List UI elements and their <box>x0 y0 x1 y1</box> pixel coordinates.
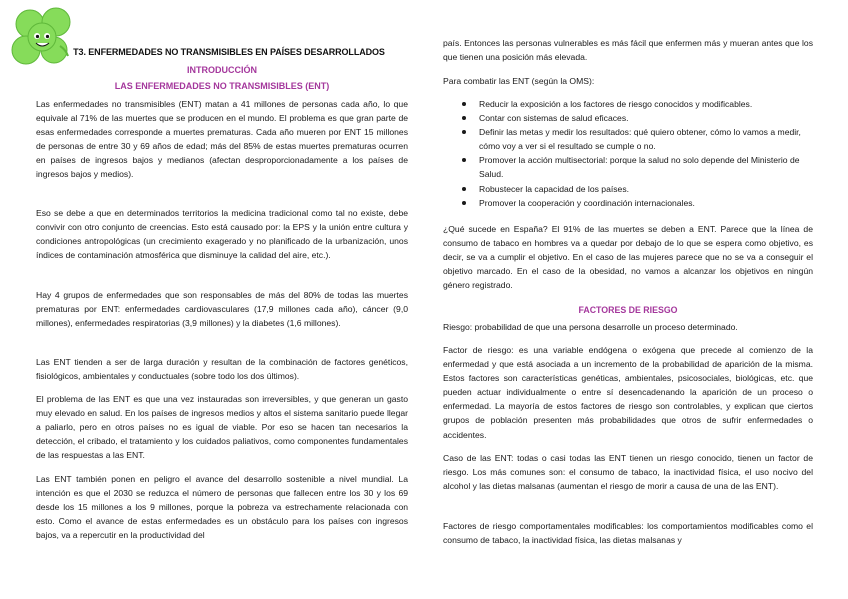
paragraph: Eso se debe a que en determinados territorios la medicina tradicional como tal no existe, debe convivir con otro conjunto de creencias. Esto está causado por: la EPS y la unión entre cultura y condiciones antropológicas (un crecimiento exagerado y no planificado de la urbanización, unos índices de contaminación atmosférica que disminuye la calidad del aire, etc.). <box>36 208 408 261</box>
page-title: T3. ENFERMEDADES NO TRANSMISIBLES EN PAÍSES DESARROLLADOS <box>73 47 385 57</box>
paragraph: Las enfermedades no transmisibles (ENT) matan a 41 millones de personas cada año, lo que equivale al 71% de las muertes que se producen en el mundo. El problema es que gran parte de esas enfermedades corresponde a muertes prematuras. Cada año mueren por ENT 15 millones de personas de entre 30 y 69 años de edad; más del 85% de estas muertes prematuras ocurren en países de ingresos bajos y medianos (afectan desproporcionadamente a los países de ingresos bajos y medios). <box>36 99 408 180</box>
paragraph: Hay 4 grupos de enfermedades que son responsables de más del 80% de todas las muertes prematuras por ENT: enfermedades cardiovasculares (17,9 millones cada año), cáncer (9,0 millones), enfermedades respiratorias (3,9 millones) y la diabetes (1,6 millones). <box>36 290 408 329</box>
paragraph: Factor de riesgo: es una variable endógena o exógena que precede al comienzo de la enfermedad y que está asociada a un incremento de la probabilidad de aparición de la misma. Estos factores son características genéticas, ambientales, psicosociales, biológicas, etc. que pueden actuar individualmente o entre sí desencadenando la aparición de un proceso o enfermedad. La mayoría de estos factores de riesgo son controlables, y explican que ciertos grupos de población presenten más probabilidades que otros de sufrir enfermedades o accidentes. <box>443 345 813 440</box>
list-item: Contar con sistemas de salud eficaces. <box>479 111 813 125</box>
paragraph: ¿Qué sucede en España? El 91% de las muertes se deben a ENT. Parece que la línea de consumo de tabaco en hombres va a quedar por debajo de lo que se espera como objetivo, es decir, se va a cumplir el objetivo. En el caso de las mujeres parece que no se va a conseguir el objetivo marcado. En el caso de la obesidad, no vamos a alcanzar los objetivos en ningún género registrado. <box>443 224 813 291</box>
paragraph: Las ENT tienden a ser de larga duración y resultan de la combinación de factores genéticos, fisiológicos, ambientales y conductuales (sobre todo los dos últimos). <box>36 357 408 382</box>
section-heading-factores-de-riesgo: FACTORES DE RIESGO <box>578 305 678 315</box>
list-item: Promover la cooperación y coordinación internacionales. <box>479 196 813 210</box>
paragraph: El problema de las ENT es que una vez instauradas son irreversibles, y que generan un gasto muy elevado en salud. En los países de ingresos medios y altos el sistema sanitario puede llegar a paliarlo, pero en otros países no es igual de viable. Por eso se hacen tan necesarios la detección, el cribado, el tratamiento y los cuidados paliativos, como componentes fundamentales de las respuestas a las ENT. <box>36 394 408 461</box>
paragraph: Caso de las ENT: todas o casi todas las ENT tienen un riesgo conocido, tienen un factor de riesgo. Los más comunes son: el consumo de tabaco, la inactividad física, el uso nocivo del alcohol y las dietas malsanas (aumentan el riesgo de morir a causa de una de las ENT). <box>443 453 813 492</box>
section-subheading-ent: LAS ENFERMEDADES NO TRANSMISIBLES (ENT) <box>114 81 330 91</box>
paragraph: Las ENT también ponen en peligro el avance del desarrollo sostenible a nivel mundial. La intención es que el 2030 se reduzca el número de personas que fallecen entre los 30 y los 69 desde los 15 millones a los 9 millones, porque la pobreza va estrechamente relacionada con esto. Como el avance de estas enfermedades es un obstáculo para los países con ingresos bajos, va a repercutir en la productividad del <box>36 474 408 541</box>
clover-mascot-icon <box>8 6 80 72</box>
bullet-list <box>443 97 813 210</box>
list-item: Reducir la exposición a los factores de riesgo conocidos y modificables. <box>479 97 813 111</box>
list-item: Definir las metas y medir los resultados: qué quiero obtener, cómo lo vamos a medir, cómo voy a ver si el resultado se cumple o no. <box>479 125 813 153</box>
paragraph: país. Entonces las personas vulnerables es más fácil que enfermen más y mueran antes que los que tienen una posición más elevada. <box>443 38 813 63</box>
list-item: Promover la acción multisectorial: porque la salud no solo depende del Ministerio de Salud. <box>479 153 813 181</box>
list-item: Robustecer la capacidad de los países. <box>479 182 813 196</box>
paragraph: Riesgo: probabilidad de que una persona desarrolle un proceso determinado. <box>443 322 738 332</box>
paragraph: Factores de riesgo comportamentales modificables: los comportamientos modificables como el consumo de tabaco, la inactividad física, las dietas malsanas y <box>443 521 813 546</box>
paragraph: Para combatir las ENT (según la OMS): <box>443 76 595 86</box>
section-heading-introduccion: INTRODUCCIÓN <box>187 65 257 75</box>
